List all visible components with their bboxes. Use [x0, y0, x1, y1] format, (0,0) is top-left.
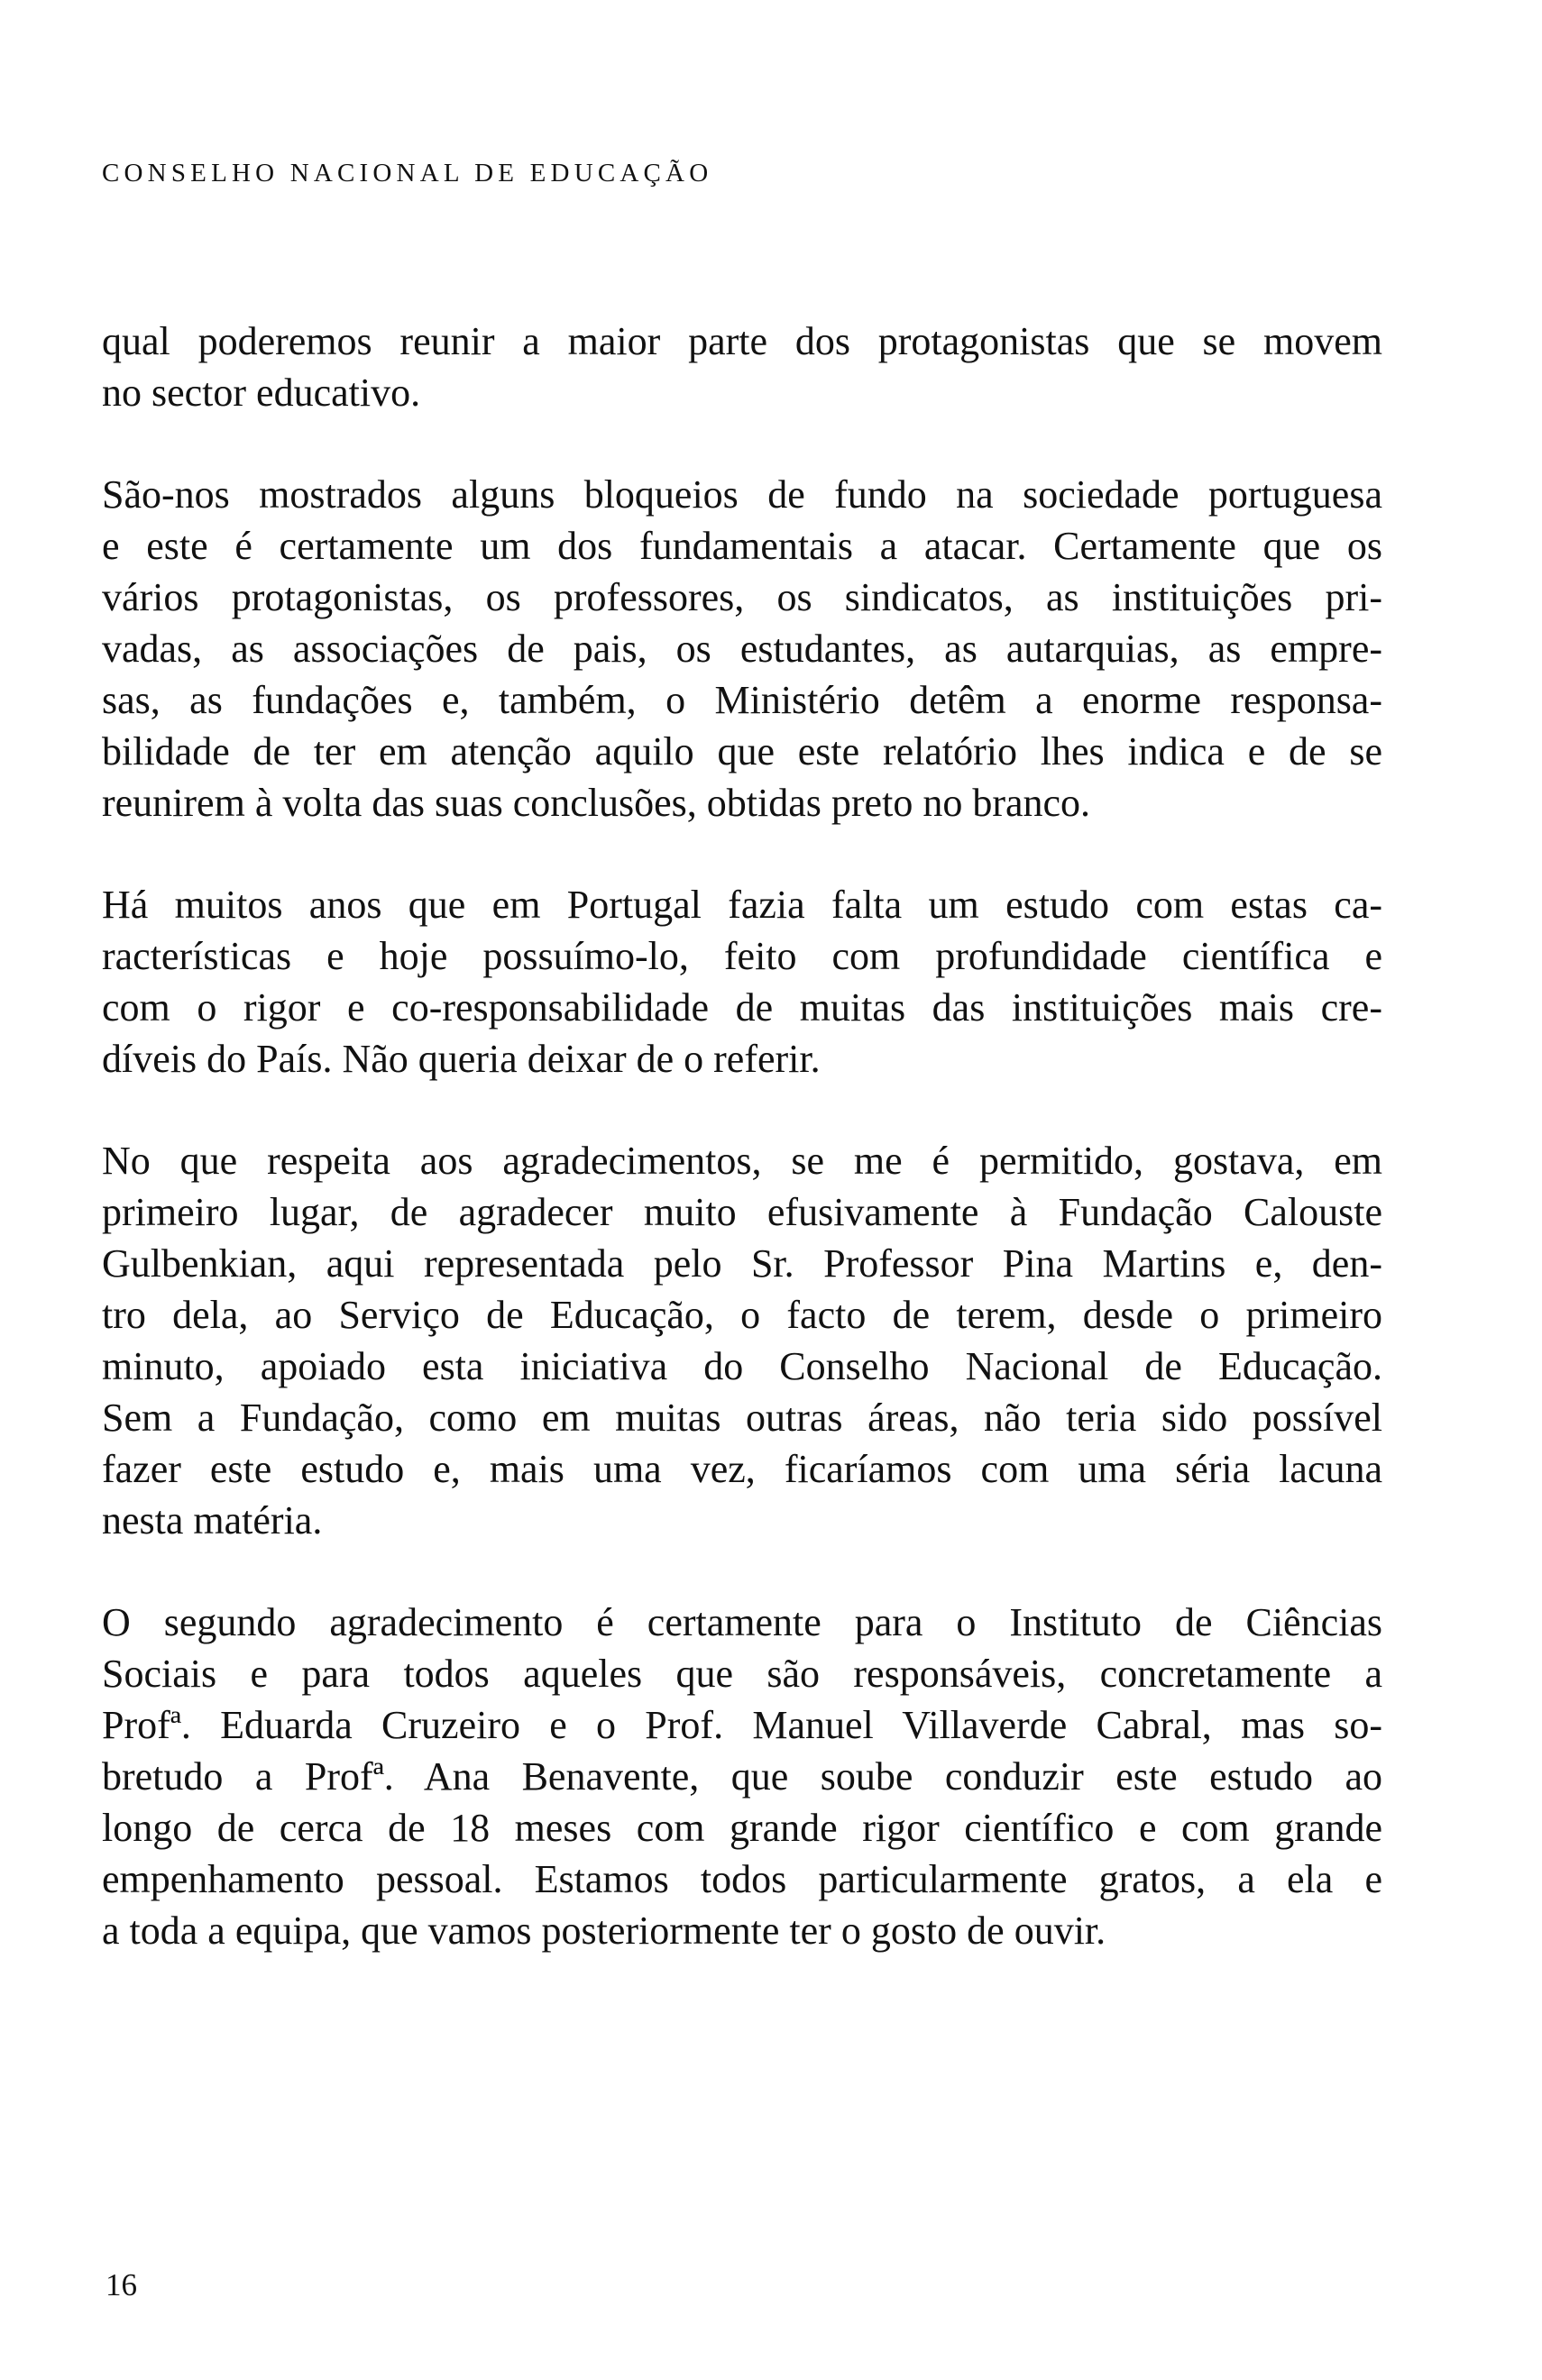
text-line: vadas, as associações de pais, os estudantes, as autarquias, as empre- [102, 627, 1382, 671]
text-line: racterísticas e hoje possuímo-lo, feito com profundidade científica e [102, 934, 1382, 978]
text-line: nesta matéria. [102, 1498, 323, 1542]
paragraph [102, 316, 1382, 418]
page-number: 16 [106, 2267, 137, 2302]
text-line: a toda a equipa, que vamos posteriormente ter o gosto de ouvir. [102, 1909, 1106, 1953]
text-line: Sociais e para todos aqueles que são responsáveis, concretamente a [102, 1652, 1382, 1696]
text-line: qual poderemos reunir a maior parte dos protagonistas que se movem [102, 319, 1382, 363]
text-line: no sector educativo. [102, 371, 421, 415]
paragraph [102, 1597, 1382, 1956]
running-header: CONSELHO NACIONAL DE EDUCAÇÃO [102, 159, 713, 188]
text-line: primeiro lugar, de agradecer muito efusivamente à Fundação Calouste [102, 1190, 1382, 1234]
text-line: empenhamento pessoal. Estamos todos particularmente gratos, a ela e [102, 1857, 1382, 1901]
text-line: São-nos mostrados alguns bloqueios de fundo na sociedade portuguesa [102, 472, 1382, 517]
text-line: fazer este estudo e, mais uma vez, ficaríamos com uma séria lacuna [102, 1447, 1382, 1491]
text-line: vários protagonistas, os professores, os sindicatos, as instituições pri- [102, 575, 1382, 619]
body-text [102, 316, 1382, 2007]
text-line: Há muitos anos que em Portugal fazia falta um estudo com estas ca- [102, 883, 1382, 927]
text-line: Gulbenkian, aqui representada pelo Sr. Professor Pina Martins e, den- [102, 1241, 1382, 1286]
text-line: díveis do País. Não queria deixar de o referir. [102, 1037, 821, 1081]
paragraph [102, 469, 1382, 828]
text-line: longo de cerca de 18 meses com grande rigor científico e com grande [102, 1806, 1382, 1850]
text-line: com o rigor e co-responsabilidade de muitas das instituições mais cre- [102, 985, 1382, 1030]
text-line: bretudo a Profª. Ana Benavente, que soube conduzir este estudo ao [102, 1754, 1382, 1799]
text-line: bilidade de ter em atenção aquilo que este relatório lhes indica e de se [102, 729, 1382, 774]
text-line: minuto, apoiado esta iniciativa do Conselho Nacional de Educação. [102, 1344, 1382, 1388]
text-line: O segundo agradecimento é certamente para o Instituto de Ciências [102, 1600, 1382, 1644]
paragraph [102, 879, 1382, 1085]
text-line: tro dela, ao Serviço de Educação, o facto de terem, desde o primeiro [102, 1293, 1382, 1337]
text-line: No que respeita aos agradecimentos, se me é permitido, gostava, em [102, 1139, 1382, 1183]
text-line: e este é certamente um dos fundamentais a atacar. Certamente que os [102, 524, 1382, 568]
text-line: sas, as fundações e, também, o Ministério detêm a enorme responsa- [102, 678, 1382, 722]
paragraph [102, 1135, 1382, 1546]
text-line: reunirem à volta das suas conclusões, obtidas preto no branco. [102, 781, 1091, 825]
text-line: Sem a Fundação, como em muitas outras áreas, não teria sido possível [102, 1396, 1382, 1440]
text-line: Profª. Eduarda Cruzeiro e o Prof. Manuel Villaverde Cabral, mas so- [102, 1703, 1382, 1747]
